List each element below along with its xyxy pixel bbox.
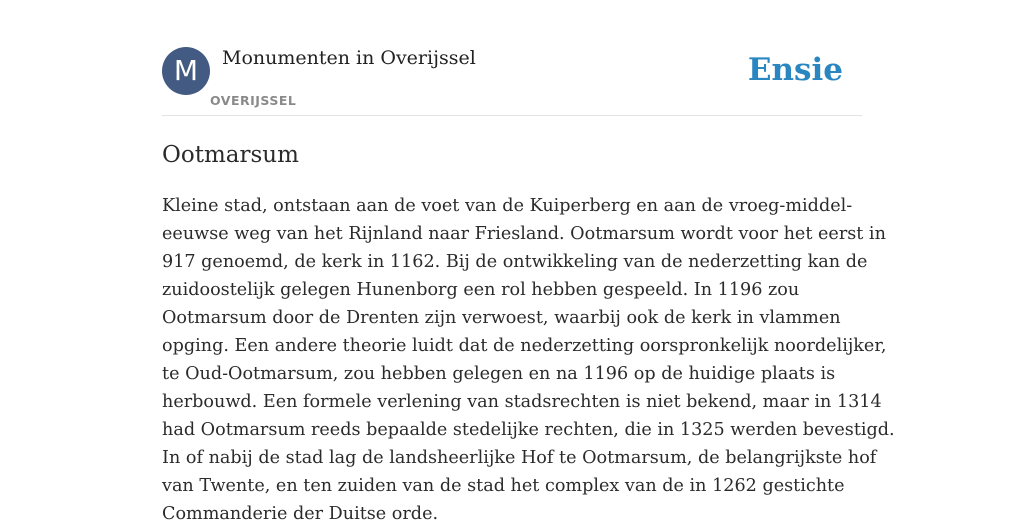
article-title: Ootmarsum: [162, 142, 299, 168]
avatar[interactable]: M: [162, 47, 210, 95]
source-title[interactable]: Monumenten in Overijssel: [222, 47, 476, 69]
article-line: van Twente, en ten zuiden van de stad het complex van de in 1262 gestichte: [162, 476, 845, 496]
article-line: In of nabij de stad lag de landsheerlijke Hof te Ootmarsum, de belangrijkste hof: [162, 448, 877, 468]
brand-logo[interactable]: Ensie: [747, 52, 843, 88]
article-line: Commanderie der Duitse orde.: [162, 504, 439, 524]
article-line: eeuwse weg van het Rijnland naar Friesland. Ootmarsum wordt voor het eerst in: [162, 224, 886, 244]
article-line: 917 genoemd, de kerk in 1162. Bij de ontwikkeling van de nederzetting kan de: [162, 252, 868, 272]
article-line: te Oud-Ootmarsum, zou hebben gelegen en na 1196 op de huidige plaats is: [162, 364, 836, 384]
article-body: [162, 192, 895, 528]
article-line: herbouwd. Een formele verlening van stadsrechten is niet bekend, maar in 1314: [162, 392, 882, 412]
category-label[interactable]: OVERIJSSEL: [210, 93, 297, 108]
article-line: Ootmarsum door de Drenten zijn verwoest, waarbij ook de kerk in vlammen: [162, 308, 841, 328]
article-line: opging. Een andere theorie luidt dat de nederzetting oorspronkelijk noordelijker,: [162, 336, 887, 356]
article-line: zuidoostelijk gelegen Hunenborg een rol hebben gespeeld. In 1196 zou: [162, 280, 800, 300]
article-line: Kleine stad, ontstaan aan de voet van de Kuiperberg en aan de vroeg-middel-: [162, 196, 853, 216]
header: [162, 46, 862, 116]
header-divider: [162, 115, 862, 116]
article-line: had Ootmarsum reeds bepaalde stedelijke rechten, die in 1325 werden bevestigd.: [162, 420, 895, 440]
